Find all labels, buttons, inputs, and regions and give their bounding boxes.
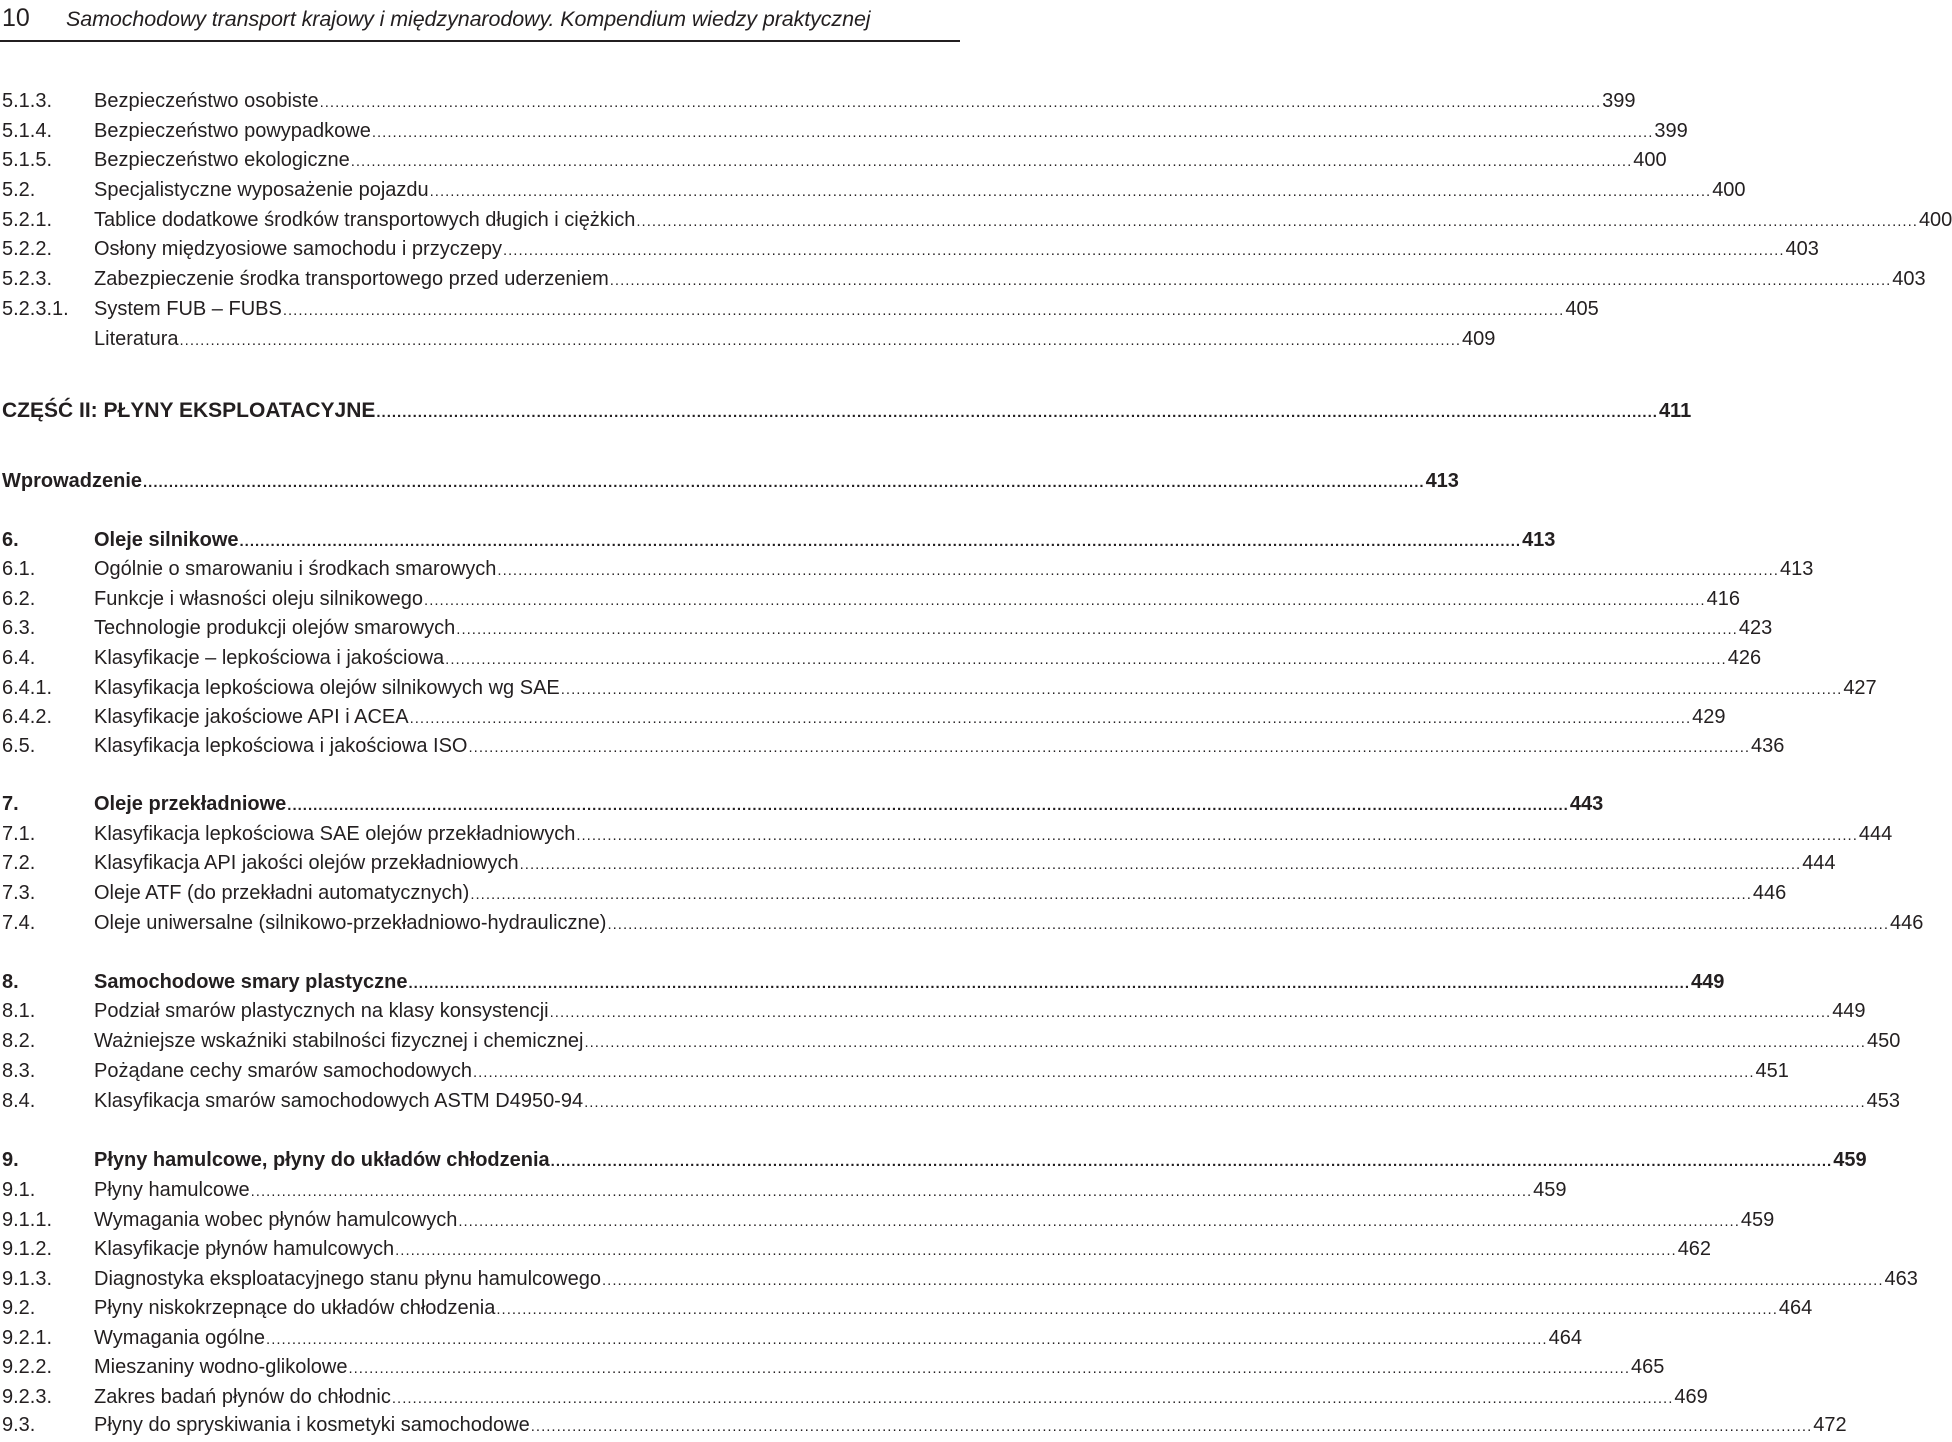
dot-leader [283,296,1565,326]
toc-entry-number: 5.2.3. [2,268,53,290]
toc-entry-page: 469 [1674,1386,1708,1408]
toc-entry-title: Ogólnie o smarowaniu i środkach smarowych [94,558,497,580]
toc-entry [0,1293,1813,1323]
toc-entry [0,848,1836,878]
toc-entry-title: Specjalistyczne wyposażenie pojazdu [94,179,429,201]
page-header [0,0,960,50]
toc-entry-title: Wymagania wobec płynów hamulcowych [94,1209,458,1231]
toc-entry [0,1410,1847,1440]
toc-entry-title: Klasyfikacja lepkościowa SAE olejów przekładniowych [94,823,576,845]
toc-entry-number: 6.1. [2,558,36,580]
toc-entry-page: 423 [1738,617,1773,639]
toc-entry-page: 444 [1802,852,1836,874]
toc-entry-title: Klasyfikacje – lepkościowa i jakościowa [94,647,445,669]
dot-leader [602,1266,1884,1296]
dot-leader [372,118,1654,148]
toc-entry-page: 472 [1813,1414,1847,1436]
dot-leader [408,969,1690,999]
dot-leader [251,1177,1533,1207]
toc-entry-number: 6.2. [2,588,36,610]
toc-entry-title: Klasyfikacja smarów samochodowych ASTM D4950-94 [94,1090,584,1112]
dot-leader [351,147,1633,177]
toc-entry [0,819,1893,849]
dot-leader [607,910,1889,940]
toc-entry-title: Literatura [94,328,179,350]
toc-entry-number: 5.1.5. [2,149,53,171]
toc-entry-title: Podział smarów plastycznych na klasy konsystencji [94,1000,549,1022]
toc-entry [0,175,1746,205]
toc-entry [0,878,1787,908]
toc-entry-page: 444 [1858,823,1893,845]
toc-entry [0,1026,1901,1056]
toc-entry [0,324,1496,354]
toc-entry-number: 6.4.1. [2,677,53,699]
toc-entry-title: Bezpieczeństwo powypadkowe [94,120,371,142]
toc-entry-title: Funkcje i własności oleju silnikowego [94,588,424,610]
toc-entry-page: 463 [1884,1268,1918,1290]
toc-entry-number: 8.4. [2,1090,36,1112]
dot-leader [551,1147,1833,1177]
toc-entry-number: 7.1. [2,823,36,845]
toc-entry-number: 7.4. [2,912,36,934]
toc-chapter [0,967,1725,997]
toc-entry-number: 9.2.1. [2,1327,53,1349]
dot-leader [497,556,1779,586]
toc-entry-title: Klasyfikacje płynów hamulcowych [94,1238,395,1260]
header-rule [0,40,960,42]
toc-entry-title: Ważniejsze wskaźniki stabilności fizycznej i chemicznej [94,1030,584,1052]
toc-entry [0,1086,1901,1116]
toc-entry-page: 405 [1565,298,1599,320]
toc-entry-title: Samochodowe smary plastyczne [94,971,408,993]
toc-entry [0,466,1459,496]
dot-leader [240,527,1522,557]
toc-entry-page: 449 [1691,971,1725,993]
toc-entry-title: Wymagania ogólne [94,1327,266,1349]
toc-entry-number: 9.1.2. [2,1238,53,1260]
toc-entry [0,116,1688,146]
toc-entry-page: 459 [1533,1179,1567,1201]
dot-leader [576,821,1858,851]
toc-entry-title: Bezpieczeństwo osobiste [94,90,319,112]
toc-entry-number: 7.3. [2,882,36,904]
dot-leader [266,1325,1548,1355]
toc-entry [0,145,1667,175]
toc-entry [0,264,1926,294]
toc-entry-page: 459 [1833,1149,1867,1171]
toc-entry-number: 5.2.1. [2,209,53,231]
toc-entry-title: Oleje ATF (do przekładni automatycznych) [94,882,470,904]
dot-leader [376,398,1658,428]
toc-entry-number: 9.2. [2,1297,36,1319]
toc-entry [0,584,1740,614]
toc-entry-page: 399 [1602,90,1636,112]
toc-entry-title: Płyny hamulcowe [94,1179,250,1201]
dot-leader [473,1058,1755,1088]
toc-entry-number: 7. [2,793,19,815]
toc-entry-page: 446 [1752,882,1787,904]
toc-entry-page: 462 [1677,1238,1712,1260]
toc-entry [0,1382,1708,1412]
dot-leader [445,645,1727,675]
toc-entry-title: Klasyfikacja API jakości olejów przekładniowych [94,852,519,874]
toc-entry-title: Zakres badań płynów do chłodnic [94,1386,391,1408]
toc-entry-page: 400 [1712,179,1746,201]
toc-entry-title: Zabezpieczenie środka transportowego przed uderzeniem [94,268,609,290]
page-number: 10 [2,4,30,32]
toc-entry-title: Bezpieczeństwo ekologiczne [94,149,350,171]
toc-entry-number: 5.2.2. [2,238,53,260]
toc-entry-page: 427 [1843,677,1877,699]
toc-entry-number: 9.2.3. [2,1386,53,1408]
toc-entry-page: 451 [1755,1060,1789,1082]
toc-entry-title: System FUB – FUBS [94,298,282,320]
toc-entry-number: 8.2. [2,1030,36,1052]
dot-leader [636,207,1918,237]
toc-entry-title: Tablice dodatkowe środków transportowych długich i ciężkich [94,209,636,231]
toc-entry-title: Płyny hamulcowe, płyny do układów chłodzenia [94,1149,550,1171]
toc-entry-page: 403 [1785,238,1819,260]
toc-entry [0,554,1814,584]
toc-entry-page: 426 [1727,647,1762,669]
toc-entry-title: CZĘŚĆ II: PŁYNY EKSPLOATACYJNE [2,399,376,422]
toc-entry [0,1175,1567,1205]
dot-leader [180,326,1462,356]
dot-leader [520,850,1802,880]
toc-entry [0,702,1726,732]
toc-entry-page: 459 [1740,1209,1775,1231]
toc-entry-number: 6. [2,529,19,551]
dot-leader [410,704,1692,734]
toc-entry [0,1234,1712,1264]
toc-entry-page: 416 [1706,588,1740,610]
toc-part-heading [0,396,1692,426]
toc-entry [0,234,1819,264]
toc-entry [0,908,1924,938]
toc-entry-title: Wprowadzenie [2,470,143,492]
toc-entry [0,86,1636,116]
toc-chapter [0,1145,1867,1175]
dot-leader [531,1412,1813,1442]
toc-entry-title: Mieszaniny wodno-glikolowe [94,1356,348,1378]
toc-entry-page: 400 [1633,149,1667,171]
toc-entry [0,731,1785,761]
dot-leader [503,236,1785,266]
toc-entry-page: 411 [1658,400,1692,422]
dot-leader [348,1354,1630,1384]
toc-entry-title: Klasyfikacja lepkościowa olejów silnikowych wg SAE [94,677,560,699]
dot-leader [430,177,1712,207]
toc-entry-page: 453 [1866,1090,1901,1112]
toc-entry-number: 9.2.2. [2,1356,53,1378]
toc-entry [0,1323,1582,1353]
toc-entry-number: 9.1.3. [2,1268,53,1290]
toc-entry-title: Technologie produkcji olejów smarowych [94,617,456,639]
toc-entry-title: Płyny niskokrzepnące do układów chłodzenia [94,1297,496,1319]
toc-entry-page: 446 [1890,912,1924,934]
toc-entry [0,996,1866,1026]
toc-entry-number: 5.1.3. [2,90,53,112]
toc-entry-page: 465 [1631,1356,1665,1378]
toc-entry-number: 5.2. [2,179,36,201]
toc-entry-title: Płyny do spryskiwania i kosmetyki samochodowe [94,1414,530,1436]
toc-entry-title: Klasyfikacje jakościowe API i ACEA [94,706,409,728]
toc-entry-number: 9.1.1. [2,1209,53,1231]
toc-entry-number: 8.1. [2,1000,36,1022]
toc-entry-title: Osłony międzyosiowe samochodu i przyczepy [94,238,502,260]
dot-leader [424,586,1706,616]
toc-entry-page: 409 [1462,328,1496,350]
toc-entry-number: 9.1. [2,1179,36,1201]
toc-entry [0,673,1877,703]
toc-entry-title: Oleje przekładniowe [94,793,287,815]
toc-entry-number: 8. [2,971,19,993]
toc-entry [0,1056,1789,1086]
toc-entry-number: 5.1.4. [2,120,53,142]
toc-chapter [0,789,1604,819]
toc-entry [0,1352,1665,1382]
toc-entry-number: 6.4.2. [2,706,53,728]
toc-entry-page: 429 [1692,706,1726,728]
toc-entry-page: 464 [1778,1297,1813,1319]
toc-entry-title: Diagnostyka eksploatacyjnego stanu płynu hamulcowego [94,1268,601,1290]
toc-entry [0,294,1599,324]
toc-entry-title: Oleje silnikowe [94,529,239,551]
running-title: Samochodowy transport krajowy i międzynarodowy. Kompendium wiedzy praktycznej [66,7,871,31]
toc-entry [0,1205,1775,1235]
toc-entry-title: Klasyfikacja lepkościowa i jakościowa ISO [94,735,468,757]
toc-entry-page: 400 [1918,209,1952,231]
toc-entry [0,643,1762,673]
dot-leader [287,791,1569,821]
toc-entry [0,205,1952,235]
dot-leader [496,1295,1778,1325]
toc-entry-page: 403 [1892,268,1926,290]
toc-entry-number: 9. [2,1149,19,1171]
toc-entry-number: 6.4. [2,647,36,669]
toc-entry-number: 7.2. [2,852,36,874]
dot-leader [610,266,1892,296]
dot-leader [584,1088,1866,1118]
toc-entry-number: 6.5. [2,735,36,757]
toc-entry-page: 443 [1569,793,1604,815]
dot-leader [320,88,1602,118]
toc-entry-number: 9.3. [2,1414,36,1436]
dot-leader [550,998,1832,1028]
toc-entry-page: 413 [1522,529,1556,551]
dot-leader [469,733,1751,763]
toc-entry [0,1264,1918,1294]
toc-entry-title: Oleje uniwersalne (silnikowo-przekładniowo-hydrauliczne) [94,912,607,934]
toc-chapter [0,525,1556,555]
dot-leader [395,1236,1677,1266]
dot-leader [470,880,1752,910]
toc-entry-number: 8.3. [2,1060,36,1082]
dot-leader [143,468,1425,498]
dot-leader [456,615,1738,645]
toc-entry [0,613,1773,643]
toc-entry-page: 413 [1425,470,1459,492]
dot-leader [584,1028,1866,1058]
dot-leader [458,1207,1740,1237]
toc-entry-number: 6.3. [2,617,36,639]
toc-entry-page: 413 [1779,558,1814,580]
toc-entry-page: 449 [1832,1000,1866,1022]
toc-entry-page: 450 [1866,1030,1901,1052]
toc-entry-title: Pożądane cechy smarów samochodowych [94,1060,472,1082]
toc-entry-page: 464 [1548,1327,1582,1349]
toc-entry-page: 399 [1654,120,1688,142]
dot-leader [561,675,1843,705]
toc-entry-page: 436 [1751,735,1785,757]
toc-entry-number: 5.2.3.1. [2,298,69,320]
